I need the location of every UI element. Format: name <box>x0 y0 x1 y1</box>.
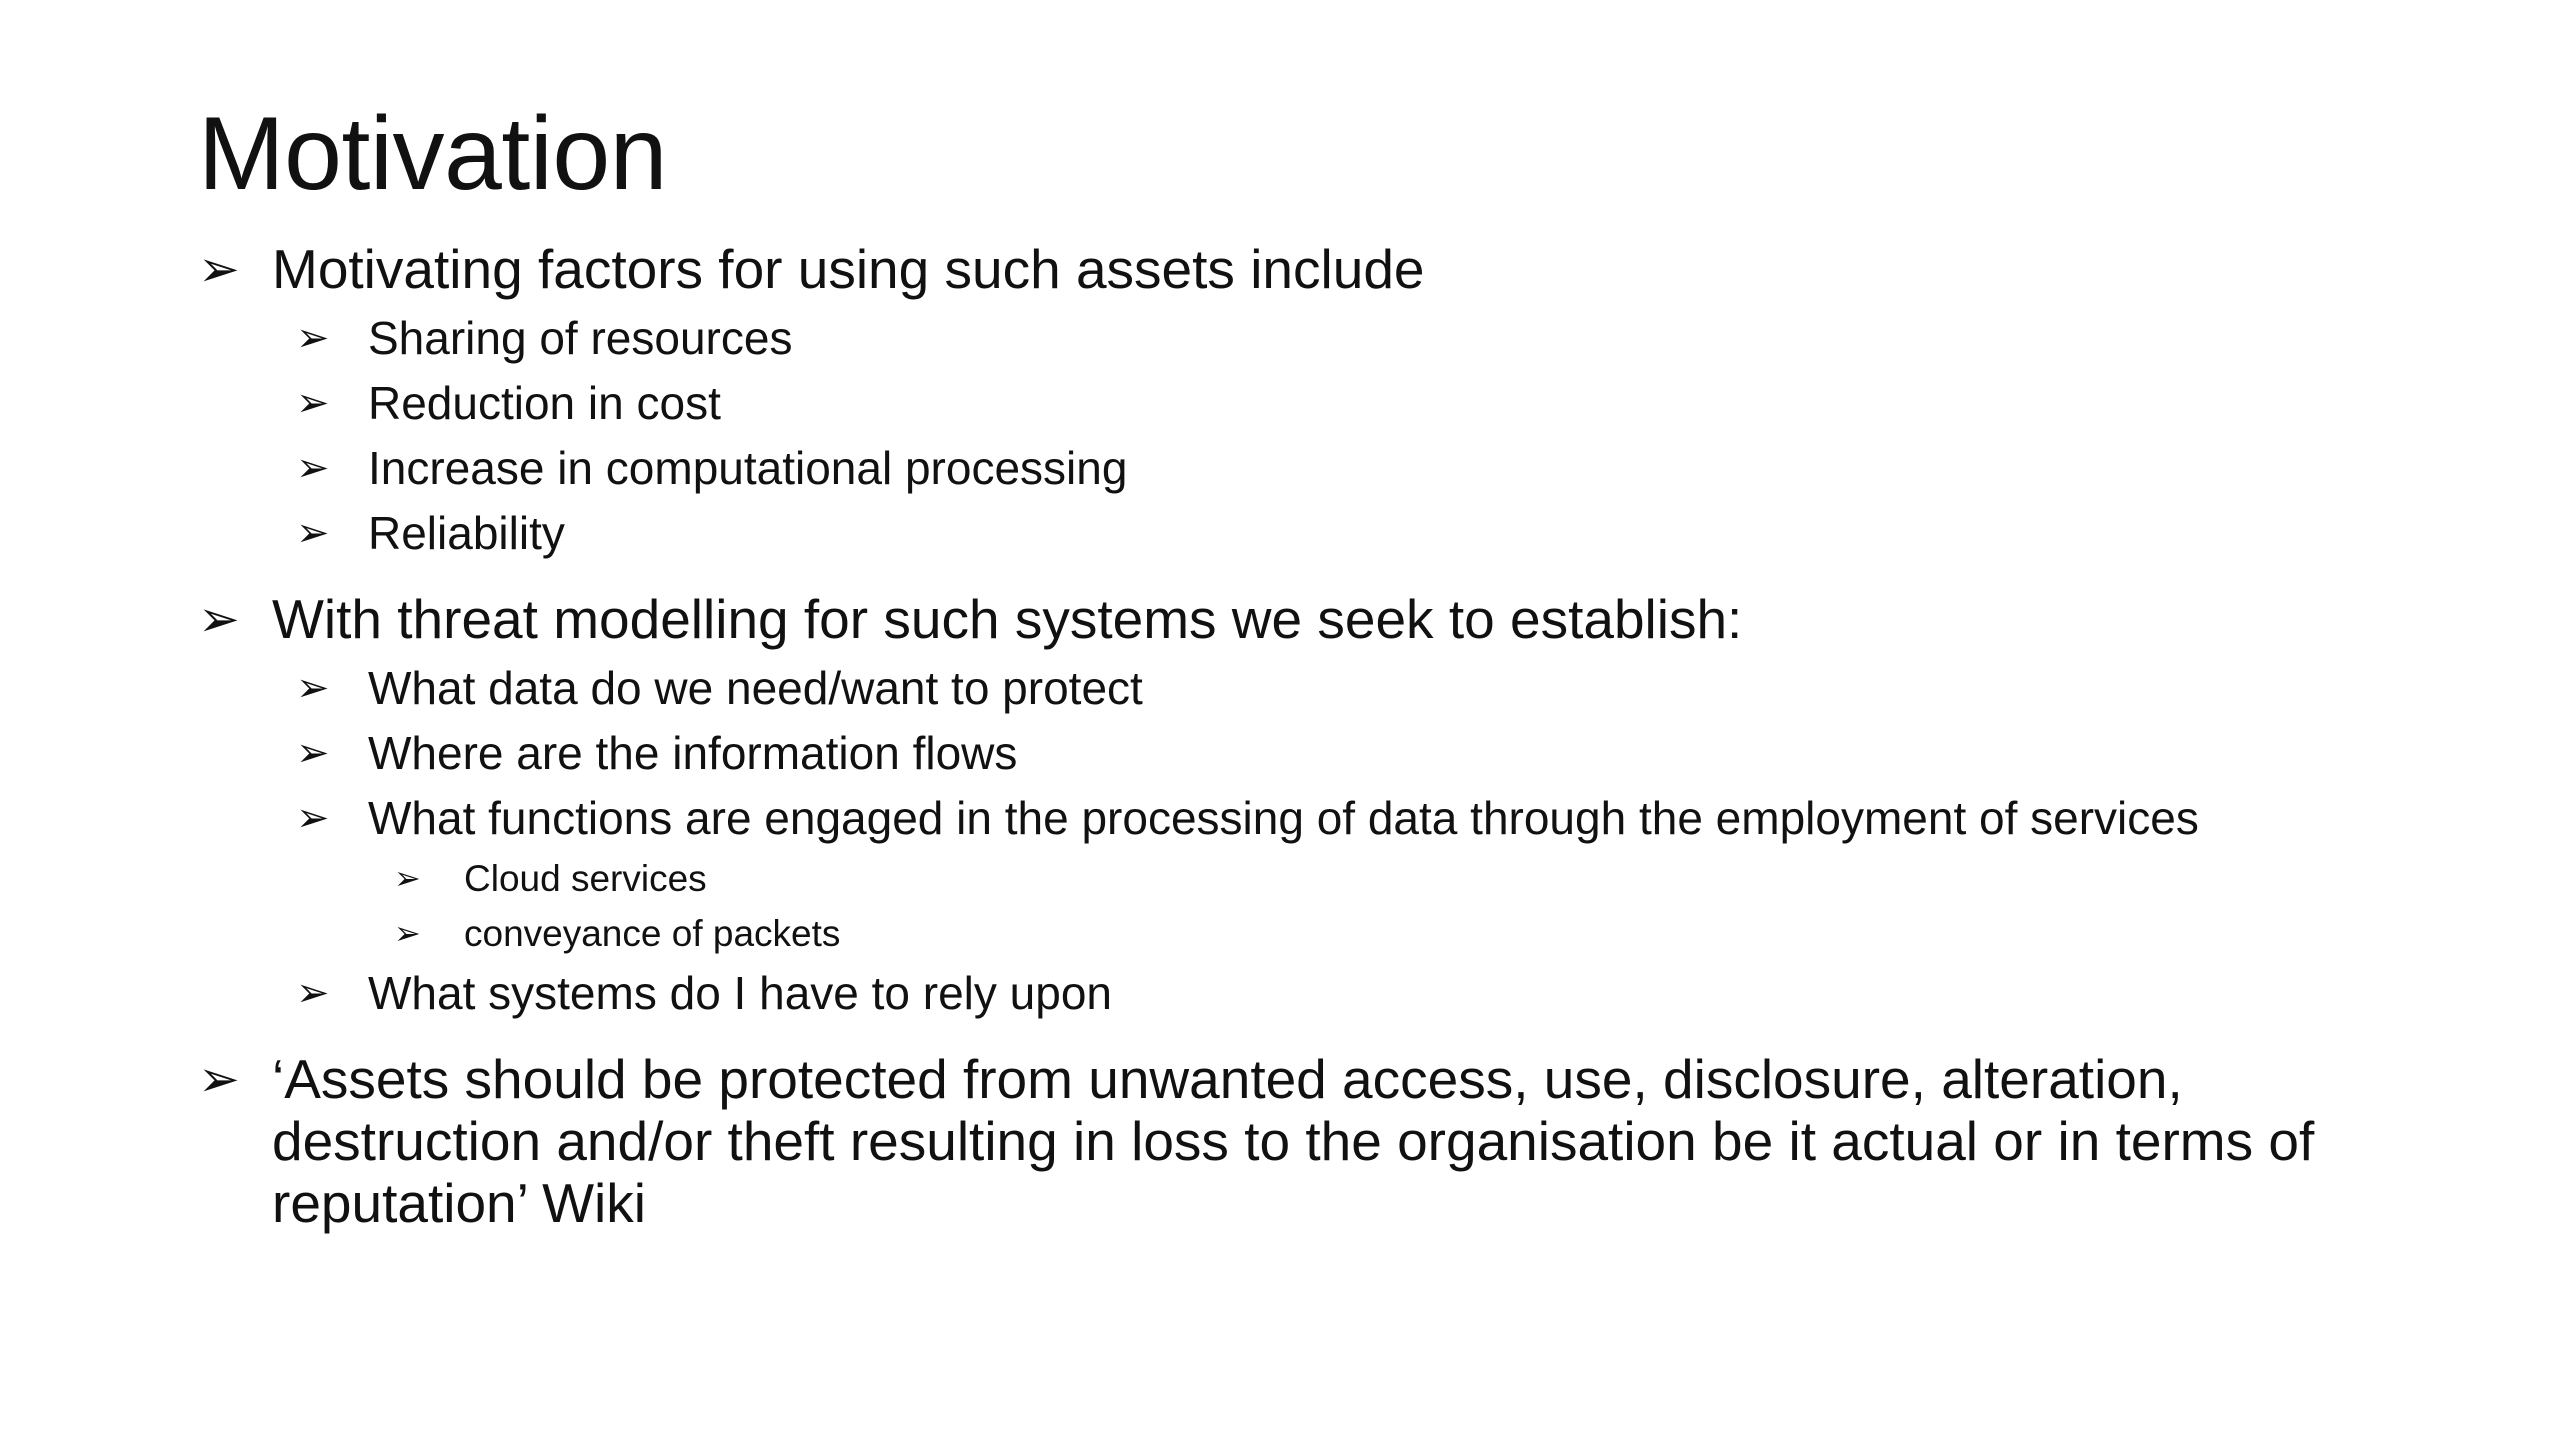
arrow-bullet-icon: ➢ <box>296 666 330 710</box>
arrow-bullet-icon: ➢ <box>198 241 240 297</box>
bullet-motivating-factors <box>198 238 2418 300</box>
sub-bullet-text: Reliability <box>368 507 565 559</box>
sub-bullet <box>198 786 2418 851</box>
bullet-text: Motivating factors for using such assets include <box>272 238 1425 300</box>
sub-bullet <box>198 306 2418 371</box>
arrow-bullet-icon: ➢ <box>296 971 330 1015</box>
arrow-bullet-icon: ➢ <box>198 1051 240 1107</box>
arrow-bullet-icon: ➢ <box>296 511 330 555</box>
sub-sub-bullet-text: Cloud services <box>464 858 707 899</box>
sub-bullet <box>198 501 2418 566</box>
sub-sub-bullet-text: conveyance of packets <box>464 913 841 954</box>
sub-bullet-text: What systems do I have to rely upon <box>368 967 1113 1019</box>
arrow-bullet-icon: ➢ <box>296 731 330 775</box>
bullet-threat-modelling <box>198 588 2418 650</box>
arrow-bullet-icon: ➢ <box>296 316 330 360</box>
arrow-bullet-icon: ➢ <box>296 796 330 840</box>
arrow-bullet-icon: ➢ <box>394 915 421 951</box>
arrow-bullet-icon: ➢ <box>296 446 330 490</box>
sub-bullet <box>198 656 2418 721</box>
arrow-bullet-icon: ➢ <box>394 860 421 896</box>
sub-bullet-text: What functions are engaged in the processing of data through the employment of services <box>368 792 2199 844</box>
sub-bullet-list <box>198 306 2418 566</box>
bullet-text: With threat modelling for such systems we seek to establish: <box>272 588 1743 650</box>
sub-bullet-text: Increase in computational processing <box>368 442 1128 494</box>
sub-bullet <box>198 961 2418 1026</box>
arrow-bullet-icon: ➢ <box>296 381 330 425</box>
arrow-bullet-icon: ➢ <box>198 591 240 647</box>
sub-bullet-list <box>198 656 2418 1026</box>
bullet-assets-quote <box>198 1048 2418 1234</box>
sub-sub-bullet <box>198 906 2418 961</box>
bullet-text: ‘Assets should be protected from unwanted access, use, disclosure, alteration, destruction and/or theft resulting in loss to the organisation be it actual or in terms of reputation’ Wiki <box>272 1048 2315 1234</box>
sub-bullet <box>198 436 2418 501</box>
sub-bullet <box>198 371 2418 436</box>
sub-bullet <box>198 721 2418 786</box>
sub-bullet-text: Where are the information flows <box>368 727 1018 779</box>
sub-sub-bullet <box>198 851 2418 906</box>
slide-body <box>198 238 2418 1234</box>
sub-bullet-text: What data do we need/want to protect <box>368 662 1143 714</box>
sub-bullet-text: Reduction in cost <box>368 377 721 429</box>
sub-bullet-text: Sharing of resources <box>368 312 793 364</box>
slide-title: Motivation <box>198 96 667 212</box>
